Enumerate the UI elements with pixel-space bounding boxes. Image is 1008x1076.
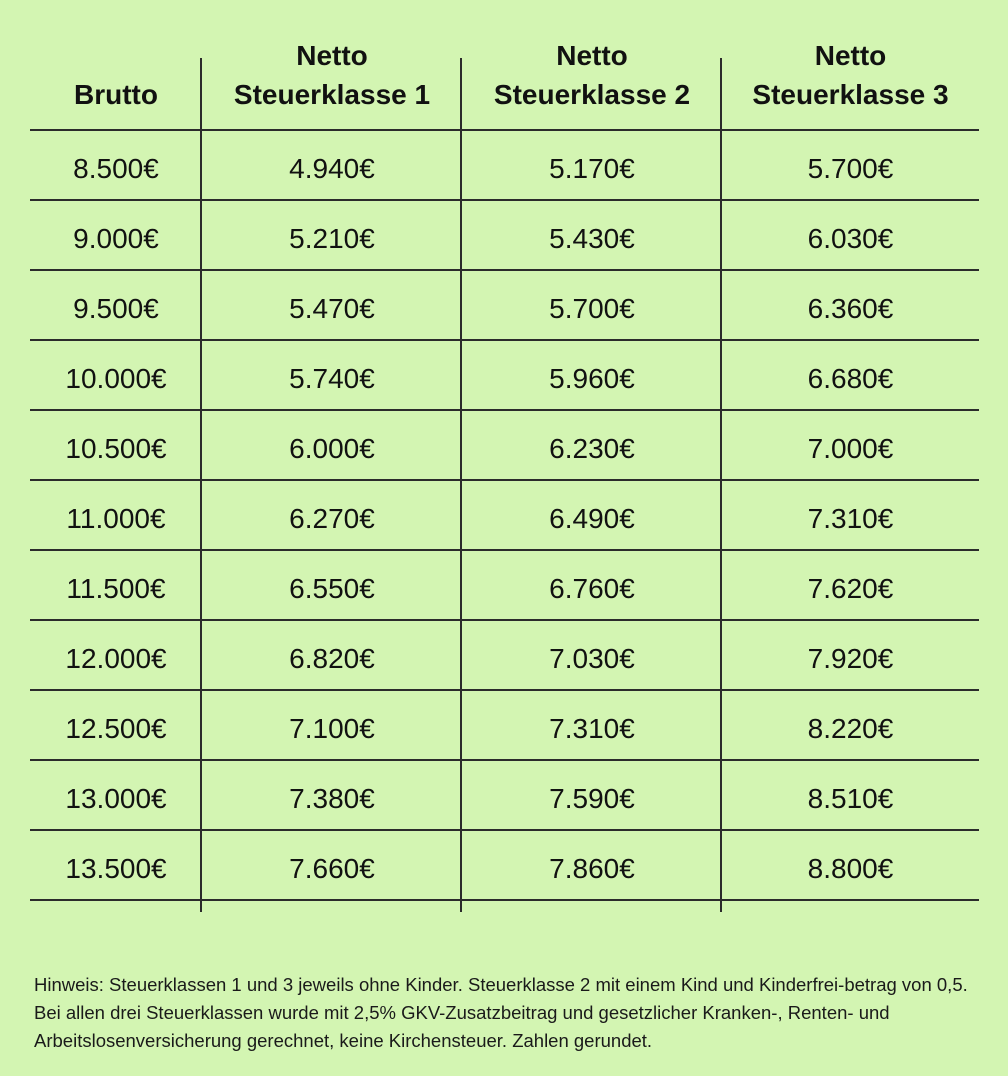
brutto-cell: 9.000€ [73, 223, 159, 254]
netto-cell: 8.800€ [807, 853, 894, 884]
netto-cell: 6.030€ [807, 223, 894, 254]
netto-cell: 7.310€ [807, 503, 894, 534]
brutto-cell: 12.000€ [65, 643, 167, 674]
netto-cell: 8.510€ [807, 783, 894, 814]
header-line: Netto [814, 40, 887, 71]
netto-cell: 5.700€ [807, 153, 894, 184]
netto-cell: 7.860€ [549, 853, 635, 884]
netto-cell: 6.000€ [289, 433, 375, 464]
netto-cell: 6.270€ [289, 503, 375, 534]
netto-cell: 5.960€ [549, 363, 635, 394]
netto-cell: 5.170€ [549, 153, 635, 184]
footnote: Hinweis: Steuerklassen 1 und 3 jeweils ohne Kinder. Steuerklasse 2 mit einem Kind und Kinderfrei-betrag von 0,5. Bei allen drei Steuerklassen wurde mit 2,5% GKV-Zusatzbeitrag und gesetzlicher Kranken-, Renten- und Arbeitslosenversicherung gerechnet, keine Kirchensteuer. Zahlen gerundet. [34, 973, 968, 1051]
brutto-cell: 13.000€ [65, 783, 167, 814]
netto-cell: 7.100€ [289, 713, 375, 744]
header-cell-1 [30, 75, 202, 114]
netto-cell: 6.550€ [289, 573, 375, 604]
netto-cell: 7.000€ [807, 433, 894, 464]
netto-cell: 6.820€ [289, 643, 375, 674]
brutto-cell: 10.500€ [65, 433, 167, 464]
netto-cell: 6.360€ [807, 293, 894, 324]
netto-cell: 7.590€ [549, 783, 635, 814]
netto-cell: 7.920€ [807, 643, 894, 674]
netto-cell: 6.230€ [549, 433, 635, 464]
netto-cell: 6.760€ [549, 573, 635, 604]
brutto-cell: 12.500€ [65, 713, 167, 744]
brutto-cell: 13.500€ [65, 853, 167, 884]
header-cell-4 [722, 36, 979, 114]
salary-table [30, 0, 979, 912]
netto-cell: 7.030€ [549, 643, 635, 674]
netto-cell: 5.470€ [289, 293, 375, 324]
header-line: Netto [296, 40, 368, 71]
netto-cell: 7.310€ [549, 713, 635, 744]
netto-cell: 7.380€ [289, 783, 375, 814]
header-line: Steuerklasse 1 [233, 79, 431, 110]
brutto-cell: 11.500€ [66, 573, 166, 604]
netto-cell: 4.940€ [289, 153, 375, 184]
netto-cell: 7.620€ [807, 573, 894, 604]
netto-cell: 6.490€ [549, 503, 635, 534]
brutto-cell: 9.500€ [73, 293, 159, 324]
brutto-cell: 10.000€ [65, 363, 167, 394]
netto-cell: 7.660€ [289, 853, 375, 884]
netto-cell: 6.680€ [807, 363, 894, 394]
header-line: Netto [556, 40, 628, 71]
header-cell-3 [462, 36, 722, 114]
header-line: Steuerklasse 3 [752, 79, 949, 110]
netto-cell: 5.740€ [289, 363, 375, 394]
brutto-cell: 8.500€ [73, 153, 159, 184]
netto-cell: 5.700€ [549, 293, 635, 324]
brutto-cell: 11.000€ [66, 503, 166, 534]
header-cell-2 [202, 36, 462, 114]
netto-cell: 5.210€ [289, 223, 375, 254]
header-line: Brutto [74, 79, 158, 110]
netto-cell: 8.220€ [807, 713, 894, 744]
header-line: Steuerklasse 2 [493, 79, 691, 110]
netto-cell: 5.430€ [549, 223, 635, 254]
